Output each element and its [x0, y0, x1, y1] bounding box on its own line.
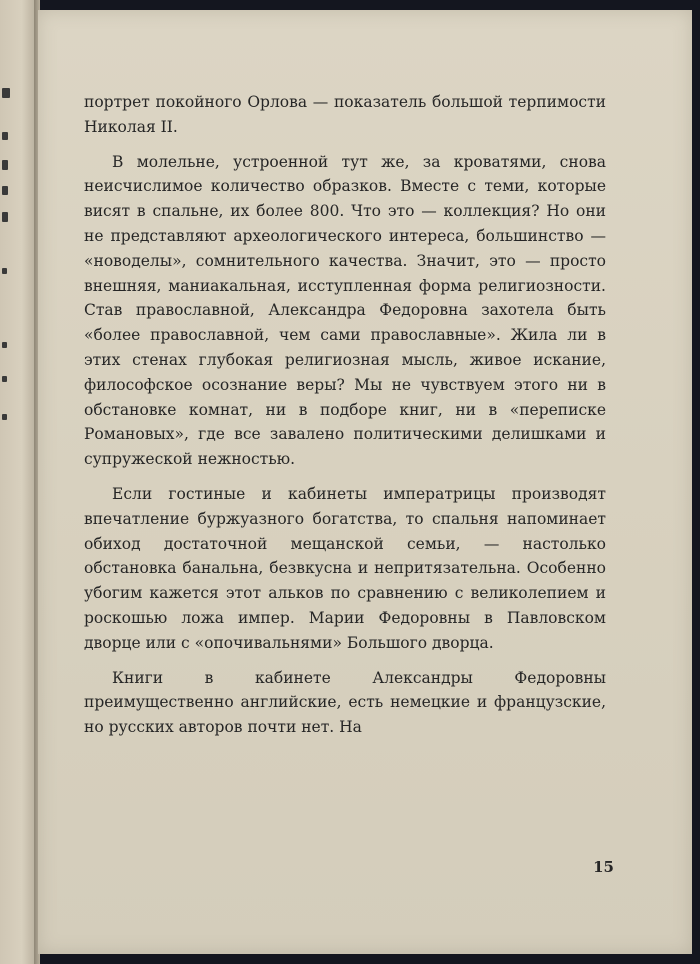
- paragraph-continuation: портрет покойного Орлова — показатель большой терпимости Николая II.: [84, 93, 606, 136]
- book-page: [38, 10, 692, 954]
- previous-page-text-fragment: [2, 212, 8, 222]
- previous-page-text-fragment: [2, 342, 7, 348]
- page-text: [84, 90, 606, 750]
- previous-page-edge: [0, 0, 36, 964]
- previous-page-text-fragment: [2, 186, 8, 195]
- previous-page-text-fragment: [2, 268, 7, 274]
- previous-page-text-fragment: [2, 160, 8, 170]
- page-number: 15: [593, 858, 614, 876]
- paragraph-prayer-room: В молельне, устроенной тут же, за кроватями, снова неисчислимое количество образков. Вместе с теми, которые висят в спальне, их более 800. Что это — коллекция? Но они не представляют археологического интереса, большинство — «новоделы», сомнительного качества. Значит, это — просто внешняя, маниакальная, исступленная форма религиозности. Став православной, Александра Федоровна захотела быть «более православной, чем сами православные». Жила ли в этих стенах глубокая религиозная мысль, живое искание, философское осознание веры? Мы не чувствуем этого ни в обстановке комнат, ни в подборе книг, ни в «переписке Романовых», где все завалено политическими делишками и супружеской нежностью.: [84, 152, 606, 469]
- previous-page-text-fragment: [2, 414, 7, 420]
- paragraph-books: Книги в кабинете Александры Федоровны преимущественно английские, есть немецкие и французские, но русских авторов почти нет. На: [84, 668, 606, 737]
- paragraph-bedroom: Если гостиные и кабинеты императрицы производят впечатление буржуазного богатства, то спальня напоминает обиход достаточной мещанской семьи, — настолько обстановка банальна, безвкусна и непритязательна. Особенно убогим кажется этот альков по сравнению с великолепием и роскошью ложа импер. Марии Федоровны в Павловском дворце или с «опочивальнями» Большого дворца.: [84, 484, 606, 652]
- previous-page-text-fragment: [2, 132, 8, 140]
- previous-page-text-fragment: [2, 376, 7, 382]
- previous-page-text-fragment: [2, 88, 10, 98]
